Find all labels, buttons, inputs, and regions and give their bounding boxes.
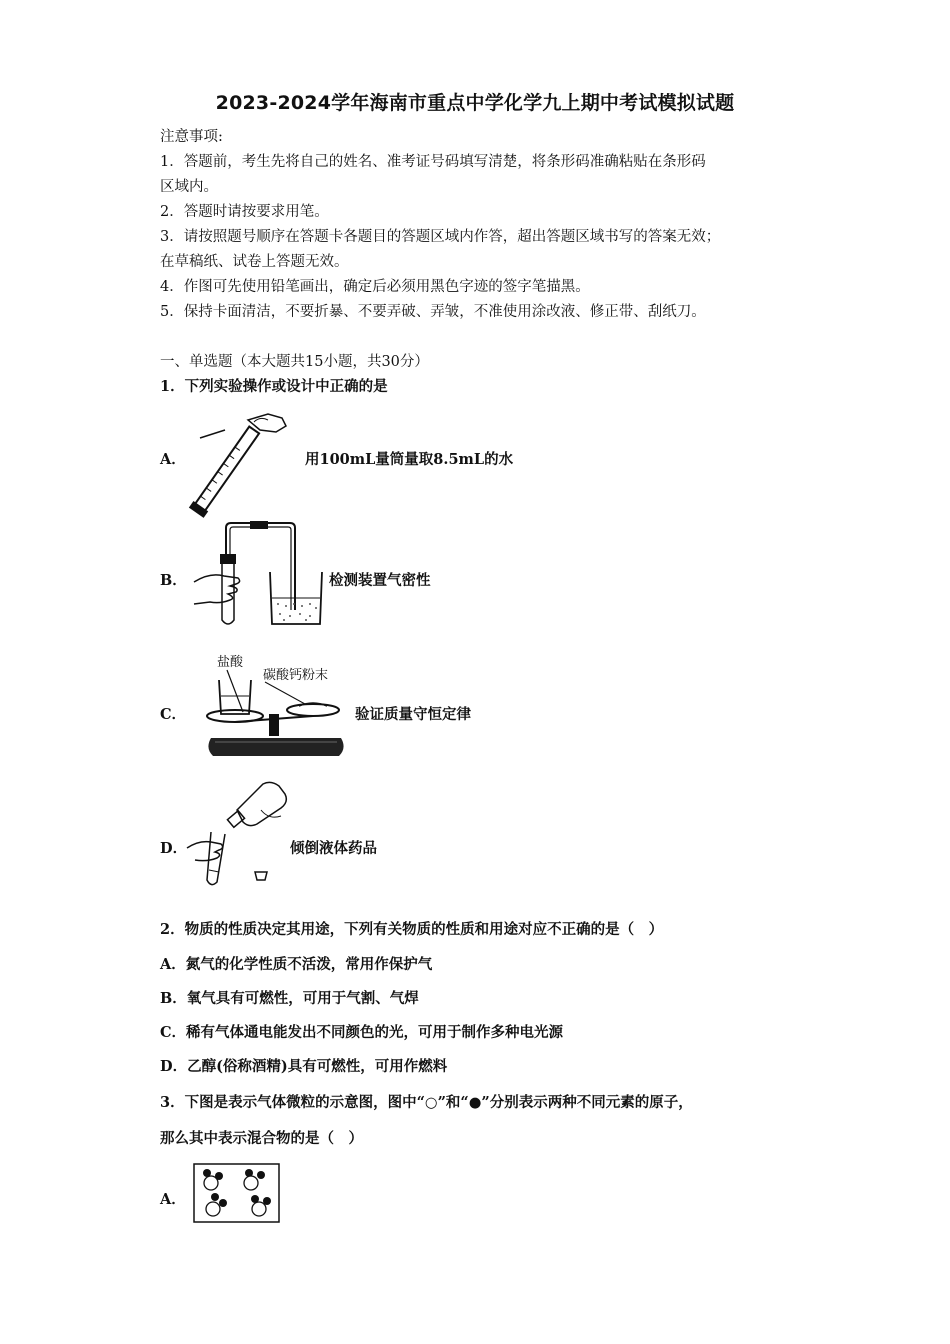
q3-option-a-letter: A． [160, 1191, 186, 1208]
label-calcium-carbonate-powder: 碳酸钙粉末 [263, 668, 329, 683]
q2-option-a: A．氮气的化学性质不活泼，常用作保护气 [160, 956, 433, 973]
notice-item: 3．请按照题号顺序在答题卡各题目的答题区域内作答，超出答题区域书写的答案无效； [160, 229, 721, 245]
q2-option-b: B．氧气具有可燃性，可用于气割、气焊 [160, 990, 419, 1007]
q1-option-c-letter: C． [160, 706, 187, 723]
notice-item: 1．答题前，考生先将自己的姓名、准考证号码填写清楚，将条形码准确粘贴在条形码 [160, 154, 706, 170]
notice-item: 5．保持卡面清洁，不要折暴、不要弄破、弄皱，不准使用涂改液、修正带、刮纸刀。 [160, 304, 706, 320]
notice-item: 2．答题时请按要求用笔。 [160, 204, 329, 220]
notice-item: 4．作图可先使用铅笔画出，确定后必须用黑色字迹的签字笔描黑。 [160, 279, 590, 295]
notice-item: 在草稿纸、试卷上答题无效。 [160, 254, 349, 270]
question-1-stem: 1．下列实验操作或设计中正确的是 [160, 378, 388, 395]
section-heading: 一、单选题（本大题共15小题，共30分） [160, 354, 429, 370]
q1-option-a-text: 用100mL量筒量取8.5mL的水 [305, 451, 514, 468]
q1-option-b-text: 检测装置气密性 [329, 572, 431, 589]
q1-option-d-text: 倾倒液体药品 [290, 840, 377, 857]
question-2-stem: 2．物质的性质决定其用途，下列有关物质的性质和用途对应不正确的是（ ） [160, 921, 664, 938]
q2-option-d: D．乙醇(俗称酒精)具有可燃性，可用作燃料 [160, 1058, 448, 1075]
notice-item: 区域内。 [160, 179, 218, 195]
page-title: 2023-2024学年海南市重点中学化学九上期中考试模拟试题 [215, 92, 735, 114]
graduated-cylinder-illustration [190, 408, 300, 503]
label-hydrochloric-acid: 盐酸 [217, 655, 244, 670]
q1-option-b-letter: B． [160, 572, 187, 589]
question-3-stem-line1: 3．下图是表示气体微粒的示意图，图中“○”和“●”分别表示两种不同元素的原子， [160, 1094, 693, 1111]
pouring-liquid-illustration [185, 780, 290, 890]
gas-particles-diagram [193, 1163, 280, 1223]
question-3-stem-line2: 那么其中表示混合物的是（ ） [160, 1130, 363, 1147]
q1-option-d-letter: D． [160, 840, 188, 857]
q2-option-c: C．稀有气体通电能发出不同颜色的光，可用于制作多种电光源 [160, 1024, 564, 1041]
balance-scale-illustration [205, 652, 350, 764]
q1-option-a-letter: A． [160, 451, 186, 468]
airtightness-apparatus-illustration [190, 520, 325, 630]
notice-heading: 注意事项: [160, 129, 223, 145]
q1-option-c-text: 验证质量守恒定律 [355, 706, 471, 723]
